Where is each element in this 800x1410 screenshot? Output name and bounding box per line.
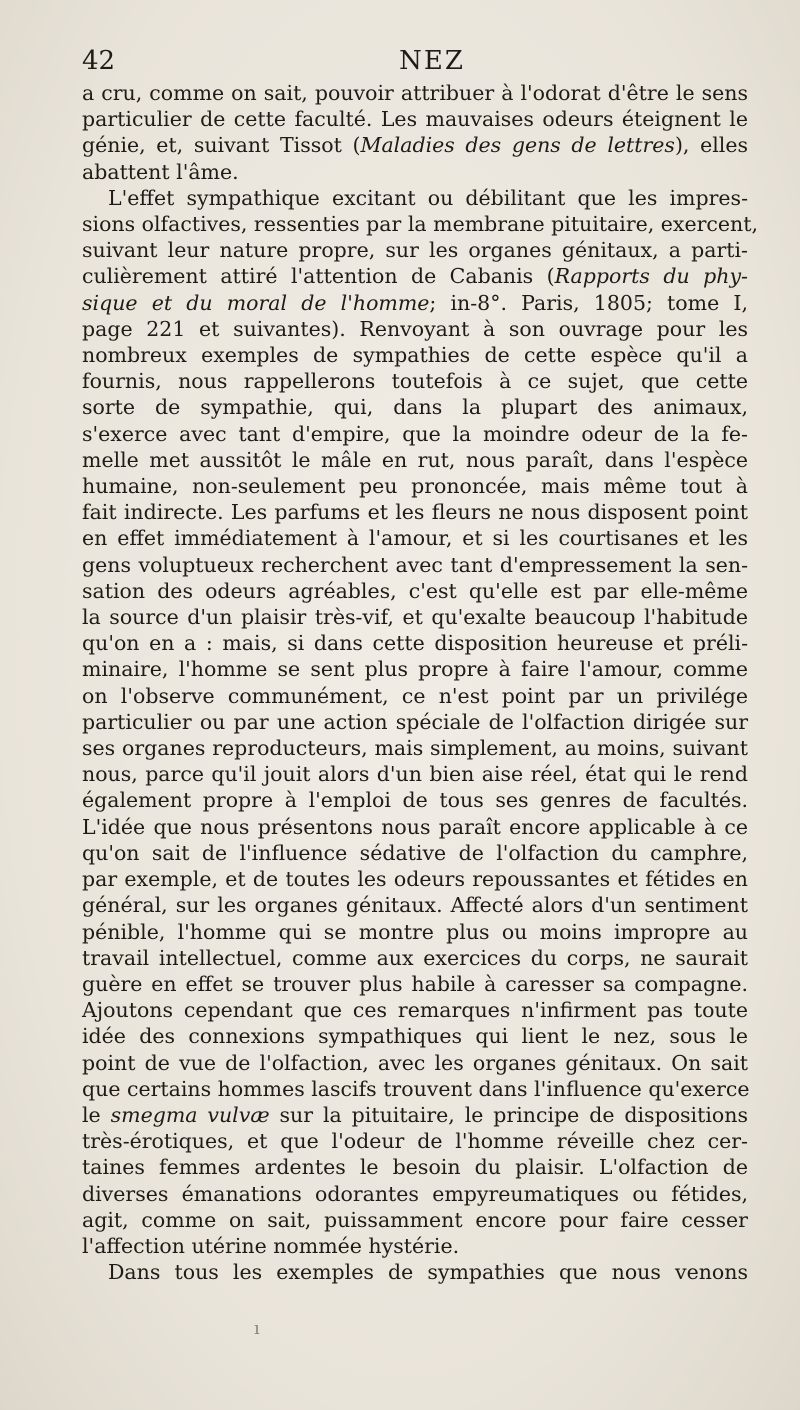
text-run: culièrement attiré l'attention de Cabanis ( (82, 264, 555, 289)
text-line (82, 997, 748, 1023)
text-line (82, 473, 748, 499)
text-line (82, 394, 748, 420)
text-run: particulier ou par une action spéciale de l'olfaction dirigée sur (82, 709, 748, 734)
text-run: minaire, l'homme se sent plus propre à faire l'amour, comme (82, 657, 748, 682)
text-run: diverses émanations odorantes empyreumatiques ou fétides, (82, 1181, 748, 1206)
text-line (82, 578, 748, 604)
text-line (82, 1128, 748, 1154)
text-run: suivant leur nature propre, sur les organes génitaux, a parti- (82, 238, 748, 263)
text-line (82, 211, 758, 237)
text-line (82, 787, 748, 813)
text-run: abattent l'âme. (82, 159, 239, 184)
text-run: particulier de cette faculté. Les mauvaises odeurs éteignent le (82, 107, 748, 132)
text-run: qu'on en a : mais, si dans cette disposition heureuse et préli- (82, 631, 748, 656)
text-line (82, 499, 748, 525)
text-line (82, 1207, 748, 1233)
text-run: humaine, non-seulement peu prononcée, mais même tout à (82, 474, 748, 499)
text-line (82, 709, 748, 735)
text-line (82, 1259, 748, 1285)
running-head: NEZ (399, 46, 465, 76)
text-run: nombreux exemples de sympathies de cette espèce qu'il a (82, 343, 748, 368)
text-run: ses organes reproducteurs, mais simplement, au moins, suivant (82, 736, 748, 761)
text-run: on l'observe communément, ce n'est point par un privilége (82, 683, 748, 708)
text-line (82, 185, 748, 211)
italic-text: Rapports du phy- (554, 264, 748, 289)
text-run: par exemple, et de toutes les odeurs repoussantes et fétides en (82, 867, 748, 892)
text-run: en effet immédiatement à l'amour, et si les courtisanes et les (82, 526, 748, 551)
text-line (82, 1181, 748, 1207)
text-line (82, 814, 748, 840)
text-line (82, 630, 748, 656)
text-line (82, 1233, 748, 1259)
text-run: sorte de sympathie, qui, dans la plupart des animaux, (82, 395, 748, 420)
text-run: l'affection utérine nommée hystérie. (82, 1233, 460, 1258)
text-run: sions olfactives, ressenties par la membrane pituitaire, exercent, (82, 212, 758, 237)
text-line (82, 1076, 748, 1102)
text-run: travail intellectuel, comme aux exercices du corps, ne saurait (82, 945, 748, 970)
text-line (82, 290, 748, 316)
text-run: également propre à l'emploi de tous ses genres de facultés. (82, 788, 748, 813)
text-line (82, 525, 748, 551)
text-run: général, sur les organes génitaux. Affecté alors d'un sentiment (82, 893, 748, 918)
text-run: très-érotiques, et que l'odeur de l'homme réveille chez cer- (82, 1129, 748, 1154)
text-line (82, 421, 748, 447)
text-line (82, 656, 748, 682)
text-run: qu'on sait de l'influence sédative de l'olfaction du camphre, (82, 840, 748, 865)
text-line (82, 1050, 748, 1076)
text-line (82, 1102, 748, 1128)
text-line (82, 840, 748, 866)
text-line (82, 866, 748, 892)
text-run: a cru, comme on sait, pouvoir attribuer à l'odorat d'être le sens (82, 81, 748, 105)
italic-text: smegma vulvæ (110, 1102, 270, 1127)
text-run: la source d'un plaisir très-vif, et qu'exalte beaucoup l'habitude (82, 605, 748, 630)
text-line (82, 552, 748, 578)
text-line (82, 683, 748, 709)
text-run: page 221 et suivantes). Renvoyant à son ouvrage pour les (82, 316, 748, 341)
text-run: ), elles (674, 133, 748, 158)
text-run: sation des odeurs agréables, c'est qu'elle est par elle-même (82, 578, 748, 603)
text-line (82, 919, 748, 945)
text-line (82, 106, 748, 132)
page-number: 42 (82, 46, 116, 76)
text-line (82, 1154, 748, 1180)
text-line (82, 237, 748, 263)
text-line (82, 761, 748, 787)
text-line (82, 80, 748, 106)
text-line (82, 342, 748, 368)
text-run: taines femmes ardentes le besoin du plaisir. L'olfaction de (82, 1155, 748, 1180)
text-run: gens voluptueux recherchent avec tant d'empressement la sen- (82, 552, 748, 577)
text-line (82, 263, 748, 289)
text-line (82, 368, 748, 394)
page-header (82, 44, 748, 78)
text-run: L'idée que nous présentons nous paraît encore applicable à ce (82, 814, 748, 839)
text-run: sur la pituitaire, le principe de dispositions (269, 1102, 748, 1127)
text-run: agit, comme on sait, puissamment encore pour faire cesser (82, 1207, 748, 1232)
text-line (82, 971, 748, 997)
text-run: nous, parce qu'il jouit alors d'un bien aise réel, état qui le rend (82, 762, 748, 787)
text-line (82, 735, 748, 761)
body-text (82, 80, 758, 1285)
text-run: que certains hommes lascifs trouvent dans l'influence qu'exerce (82, 1076, 750, 1101)
italic-text: Maladies des gens de lettres (360, 133, 675, 158)
text-line (82, 132, 748, 158)
text-line (82, 316, 748, 342)
text-run: idée des connexions sympathiques qui lient le nez, sous le (82, 1024, 748, 1049)
text-run: Dans tous les exemples de sympathies que nous venons (108, 1260, 748, 1285)
text-run: le (82, 1102, 111, 1127)
italic-text: sique et du moral de l'homme (82, 290, 430, 315)
text-line (82, 892, 748, 918)
text-run: s'exerce avec tant d'empire, que la moindre odeur de la fe- (82, 421, 748, 446)
text-run: fournis, nous rappellerons toutefois à ce sujet, que cette (82, 369, 748, 394)
text-run: ; in-8°. Paris, 1805; tome I, (429, 290, 748, 315)
text-line (82, 1023, 748, 1049)
text-line (82, 604, 748, 630)
text-run: point de vue de l'olfaction, avec les organes génitaux. On sait (82, 1050, 748, 1075)
text-line (82, 159, 748, 185)
text-run: fait indirecte. Les parfums et les fleurs ne nous disposent point (82, 500, 748, 525)
text-run: melle met aussitôt le mâle en rut, nous paraît, dans l'espèce (82, 447, 748, 472)
text-run: guère en effet se trouver plus habile à caresser sa compagne. (82, 971, 748, 996)
text-run: L'effet sympathique excitant ou débilitant que les impres- (108, 185, 748, 210)
text-run: génie, et, suivant Tissot ( (82, 133, 361, 158)
text-line (82, 945, 748, 971)
footer-mark: ı (254, 1318, 260, 1339)
text-run: pénible, l'homme qui se montre plus ou moins impropre au (82, 919, 748, 944)
text-run: Ajoutons cependant que ces remarques n'infirment pas toute (82, 998, 748, 1023)
text-line (82, 447, 748, 473)
